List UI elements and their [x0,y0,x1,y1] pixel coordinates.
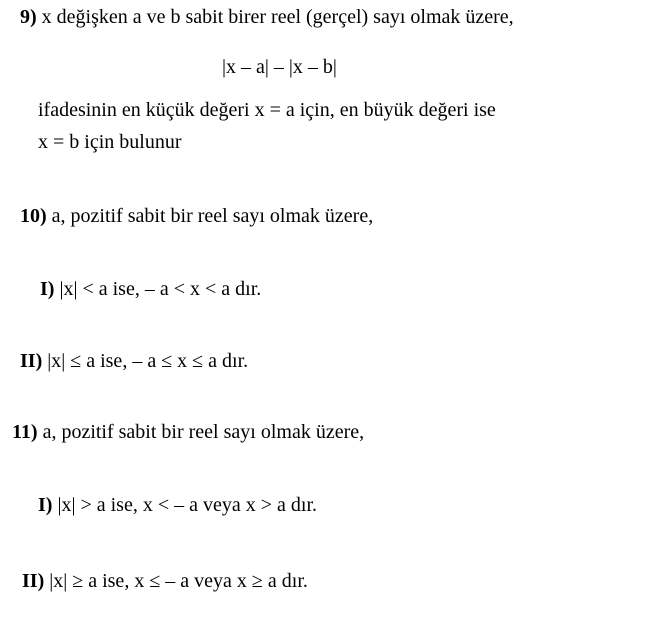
item-11-rule-2-label: II) [22,570,45,592]
item-10-rule-1-text: |x| < a ise, – a < x < a dır. [54,278,262,300]
item-10-rule-1-label: I) [40,278,55,300]
item-11-rule-2-text: |x| ≥ a ise, x ≤ – a veya x ≥ a dır. [44,570,308,592]
item-9-line-2: x = b için bulunur [38,131,182,153]
item-11-rule-1-label: I) [38,494,53,516]
item-10-rule-2 [20,349,248,373]
item-10-rule-2-text: |x| ≤ a ise, – a ≤ x ≤ a dır. [42,350,249,372]
item-10-intro [20,204,373,228]
item-11-rule-1 [38,493,317,517]
item-11-rule-2 [22,569,308,593]
item-11-intro-text: a, pozitif sabit bir reel sayı olmak üzere, [37,421,365,443]
item-10-rule-1 [40,277,261,301]
item-9-line-1: ifadesinin en küçük değeri x = a için, en büyük değeri ise [38,99,496,121]
item-11-number: 11) [12,421,38,443]
item-11-rule-1-text: |x| > a ise, x < – a veya x > a dır. [52,494,318,516]
item-9-intro-text: x değişken a ve b sabit birer reel (gerçel) sayı olmak üzere, [36,6,514,28]
item-11-intro [12,420,364,444]
item-9-number: 9) [20,6,37,28]
item-9-expression: |x – a| – |x – b| [222,56,337,78]
item-10-number: 10) [20,205,47,227]
item-10-intro-text: a, pozitif sabit bir reel sayı olmak üzere, [46,205,374,227]
item-9-intro [20,5,514,29]
item-10-rule-2-label: II) [20,350,43,372]
